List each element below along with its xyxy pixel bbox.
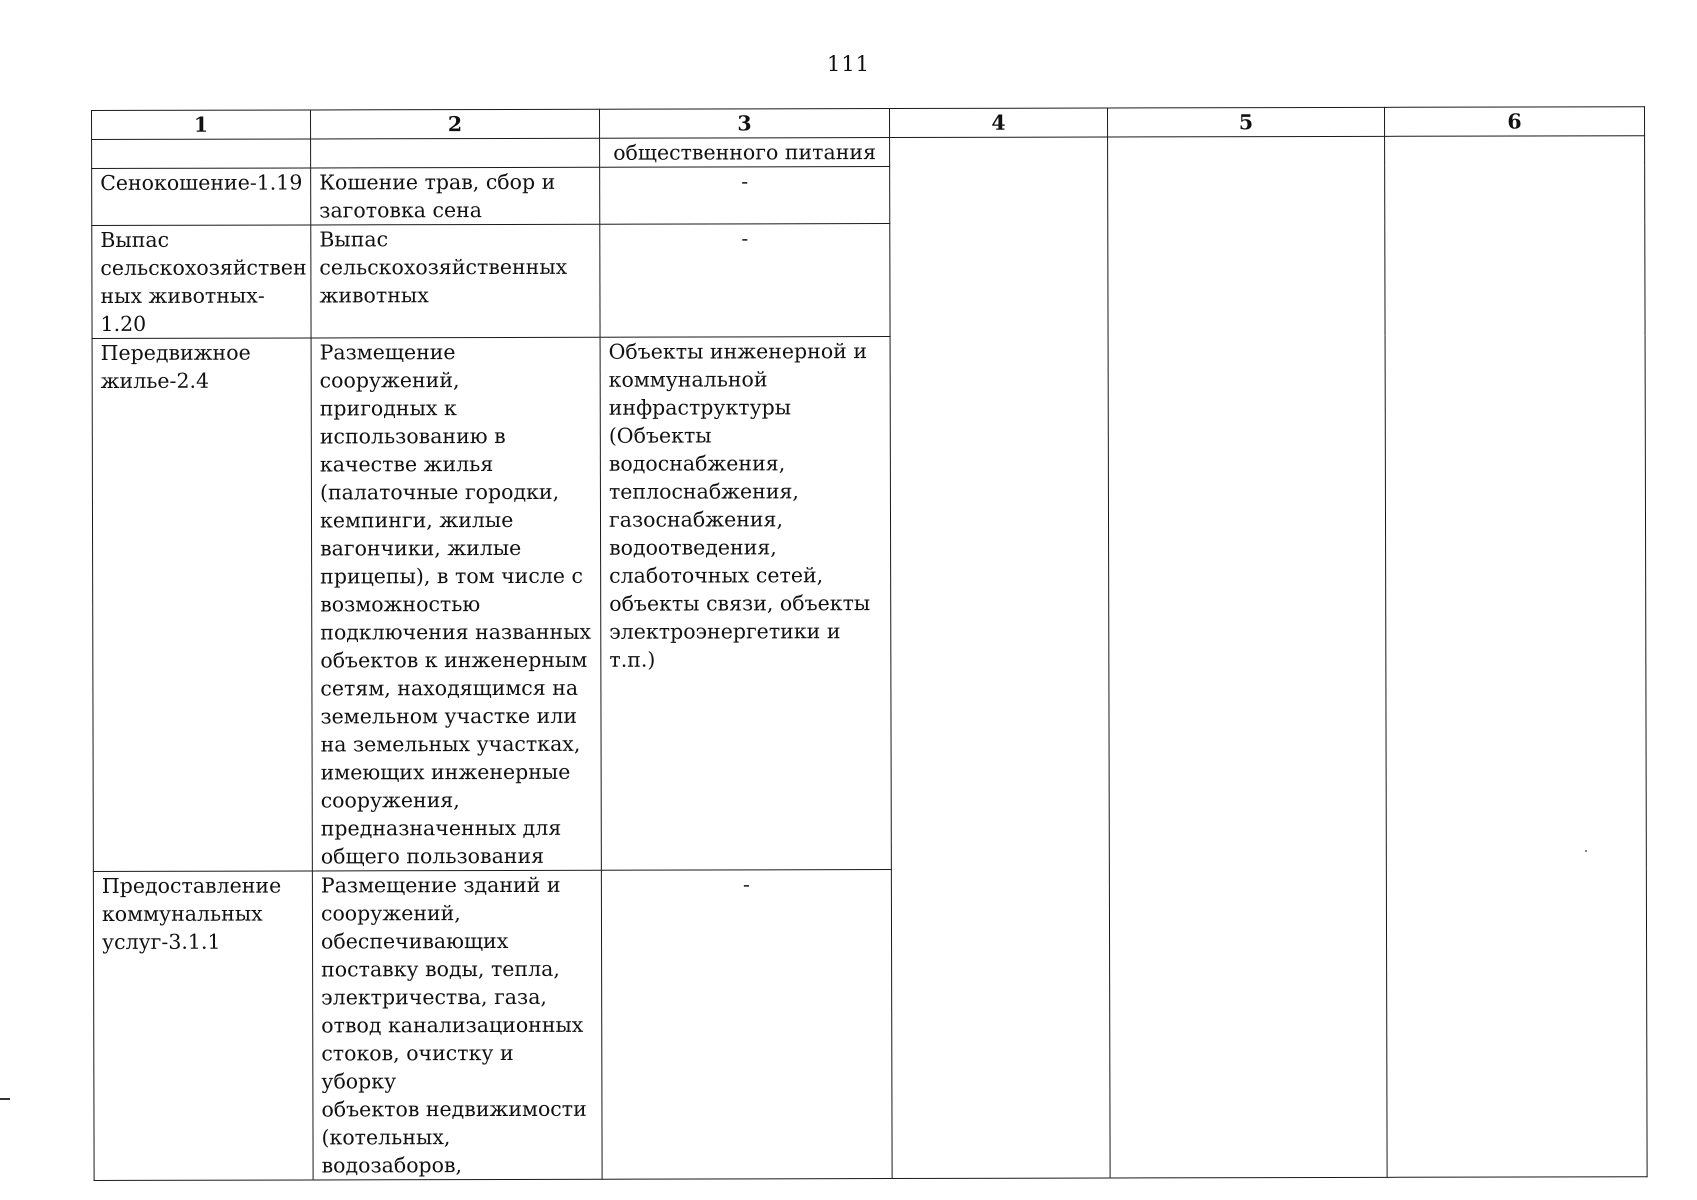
row-haymaking-col3: -: [600, 167, 890, 225]
row-utilities-col2: Размещение зданий и сооружений, обеспечивающих поставку воды, тепла, электричества, газа, отвод канализационных стоков, очистку и уборку объектов недвижимости (котельных, водозаборов,: [312, 870, 602, 1180]
row-mobile-housing-col1: Передвижное жилье-2.4: [92, 338, 312, 872]
row-grazing-col1: Выпас сельскохозяйствен ных животных- 1.20: [92, 225, 311, 339]
row-utilities-col1: Предоставление коммунальных услуг-3.1.1: [93, 871, 313, 1181]
column-header-3: 3: [599, 109, 889, 139]
scan-dot: [1585, 850, 1587, 852]
column-header-2: 2: [311, 109, 600, 139]
column-5-cell: [1108, 136, 1388, 1178]
scan-edge-mark: [0, 1098, 10, 1100]
row-mobile-housing-col2: Размещение сооружений, пригодных к использованию в качестве жилья (палаточные городки, кемпинги, жилые вагончики, жилые прицепы), в том числе с возможностью подключения названных объектов к инженерным сетям, находящимся на земельном участке или на земельных участках, имеющих инженерные сооружения, предназначенных для общего пользования: [311, 337, 601, 871]
column-header-1: 1: [92, 110, 311, 140]
row-continuation-col1: [92, 139, 311, 169]
page-number: 111: [826, 52, 871, 76]
row-continuation-col2: [311, 138, 600, 168]
column-header-5: 5: [1107, 107, 1384, 137]
table-row: [92, 136, 1645, 169]
zoning-table: [91, 106, 1648, 1181]
row-utilities-col3: -: [601, 870, 892, 1180]
row-haymaking-col2: Кошение трав, сбор и заготовка сена: [311, 167, 600, 225]
row-haymaking-col1: Сенокошение-1.19: [92, 168, 311, 226]
column-header-4: 4: [889, 108, 1107, 138]
column-header-6: 6: [1384, 107, 1644, 137]
table-header-row: [92, 107, 1645, 140]
row-continuation-col3: общественного питания: [600, 138, 890, 168]
column-6-cell: [1385, 136, 1648, 1178]
column-4-cell: [890, 137, 1111, 1179]
row-grazing-col3: -: [600, 224, 890, 338]
row-grazing-col2: Выпас сельскохозяйственных животных: [311, 224, 600, 338]
row-mobile-housing-col3: Объекты инженерной и коммунальной инфраструктуры (Объекты водоснабжения, теплоснабжения, газоснабжения, водоотведения, слаботочных сетей, объекты связи, объекты электроэнергетики и т.п.): [600, 337, 891, 871]
